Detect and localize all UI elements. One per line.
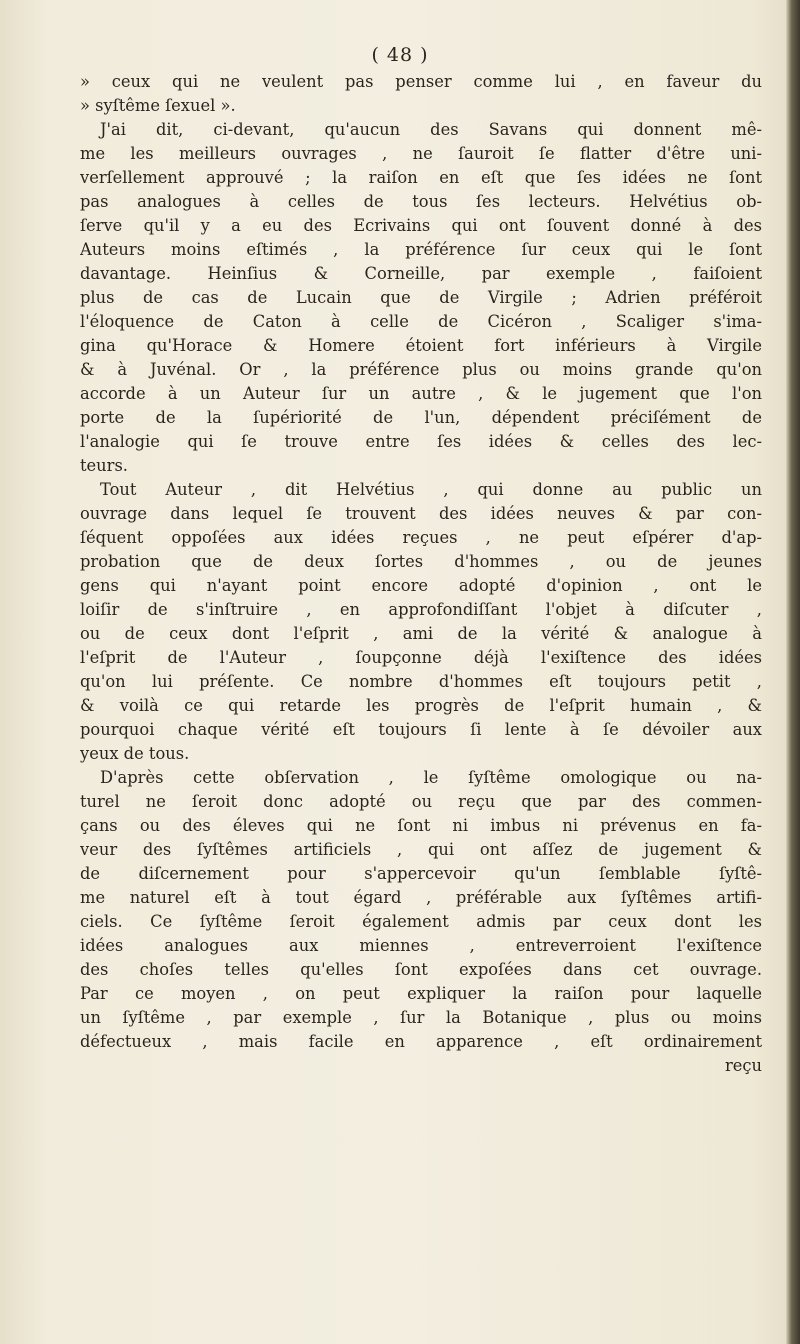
text-line: verſellement approuvé ; la raiſon en eſt que ſes idées ne ſont xyxy=(80,168,762,187)
text-line: ſerve qu'il y a eu des Ecrivains qui ont ſouvent donné à des xyxy=(80,216,762,235)
text-line: probation que de deux ſortes d'hommes , ou de jeunes xyxy=(80,552,762,571)
text-line: l'eſprit de l'Auteur , ſoupçonne déjà l'exiſtence des idées xyxy=(80,648,762,667)
text-line: loiſir de s'inſtruire , en approfondiſſant l'objet à diſcuter , xyxy=(80,600,762,619)
text-line: plus de cas de Lucain que de Virgile ; Adrien préféroit xyxy=(80,288,762,307)
text-line: me naturel eſt à tout égard , préférable aux ſyſtêmes artifi- xyxy=(80,888,762,907)
text-line: ou de ceux dont l'eſprit , ami de la vérité & analogue à xyxy=(80,624,762,643)
text-line: des choſes telles qu'elles ſont expoſées dans cet ouvrage. xyxy=(80,960,762,979)
text-line: pourquoi chaque vérité eſt toujours ſi lente à ſe dévoiler aux xyxy=(80,720,762,739)
text-line: ouvrage dans lequel ſe trouvent des idées neuves & par con- xyxy=(80,504,762,523)
text-line: » ceux qui ne veulent pas penser comme lui , en faveur du xyxy=(80,72,762,91)
page-number: ( 48 ) xyxy=(371,44,429,66)
text-line: J'ai dit, ci-devant, qu'aucun des Savans qui donnent mê- xyxy=(100,120,762,139)
text-line: veur des ſyſtêmes artificiels , qui ont aſſez de jugement & xyxy=(80,840,762,859)
text-line: Auteurs moins eſtimés , la préférence ſur ceux qui le ſont xyxy=(80,240,762,259)
text-line: défectueux , mais facile en apparence , eſt ordinairement xyxy=(80,1032,762,1051)
text-line: accorde à un Auteur ſur un autre , & le jugement que l'on xyxy=(80,384,762,403)
text-line: Par ce moyen , on peut expliquer la raiſon pour laquelle xyxy=(80,984,762,1003)
page-edge-shadow xyxy=(786,0,800,1344)
text-line: gina qu'Horace & Homere étoient fort inférieurs à Virgile xyxy=(80,336,762,355)
text-line: l'analogie qui ſe trouve entre ſes idées & celles des lec- xyxy=(80,432,762,451)
text-line: turel ne ſeroit donc adopté ou reçu que par des commen- xyxy=(80,792,762,811)
text-line: ſéquent oppoſées aux idées reçues , ne peut eſpérer d'ap- xyxy=(80,528,762,547)
text-line: idées analogues aux miennes , entreverroient l'exiſtence xyxy=(80,936,762,955)
text-line: porte de la ſupériorité de l'un, dépendent préciſément de xyxy=(80,408,762,427)
text-line: ciels. Ce ſyſtême ſeroit également admis par ceux dont les xyxy=(80,912,762,931)
text-line: me les meilleurs ouvrages , ne ſauroit ſe flatter d'être uni- xyxy=(80,144,762,163)
text-line: & voilà ce qui retarde les progrès de l'eſprit humain , & xyxy=(80,696,762,715)
text-line: de diſcernement pour s'appercevoir qu'un ſemblable ſyſtê- xyxy=(80,864,762,883)
text-line: qu'on lui préſente. Ce nombre d'hommes eſt toujours petit , xyxy=(80,672,762,691)
text-line: pas analogues à celles de tous ſes lecteurs. Helvétius ob- xyxy=(80,192,762,211)
catchword: reçu xyxy=(724,1056,762,1075)
text-line: & à Juvénal. Or , la préférence plus ou moins grande qu'on xyxy=(80,360,762,379)
text-line: l'éloquence de Caton à celle de Cicéron , Scaliger s'ima- xyxy=(80,312,762,331)
text-line: gens qui n'ayant point encore adopté d'opinion , ont le xyxy=(80,576,762,595)
text-line: çans ou des éleves qui ne ſont ni imbus ni prévenus en fa- xyxy=(80,816,762,835)
text-line: D'après cette obſervation , le ſyſtême omologique ou na- xyxy=(100,768,762,787)
text-line: un ſyſtême , par exemple , ſur la Botanique , plus ou moins xyxy=(80,1008,762,1027)
text-line: davantage. Heinſius & Corneille, par exemple , faiſoient xyxy=(80,264,762,283)
text-line: Tout Auteur , dit Helvétius , qui donne au public un xyxy=(100,480,762,499)
text-line: teurs. xyxy=(80,456,128,475)
body-text xyxy=(80,70,762,1078)
text-line: » syſtême ſexuel ». xyxy=(80,96,236,115)
text-line: yeux de tous. xyxy=(80,744,190,763)
